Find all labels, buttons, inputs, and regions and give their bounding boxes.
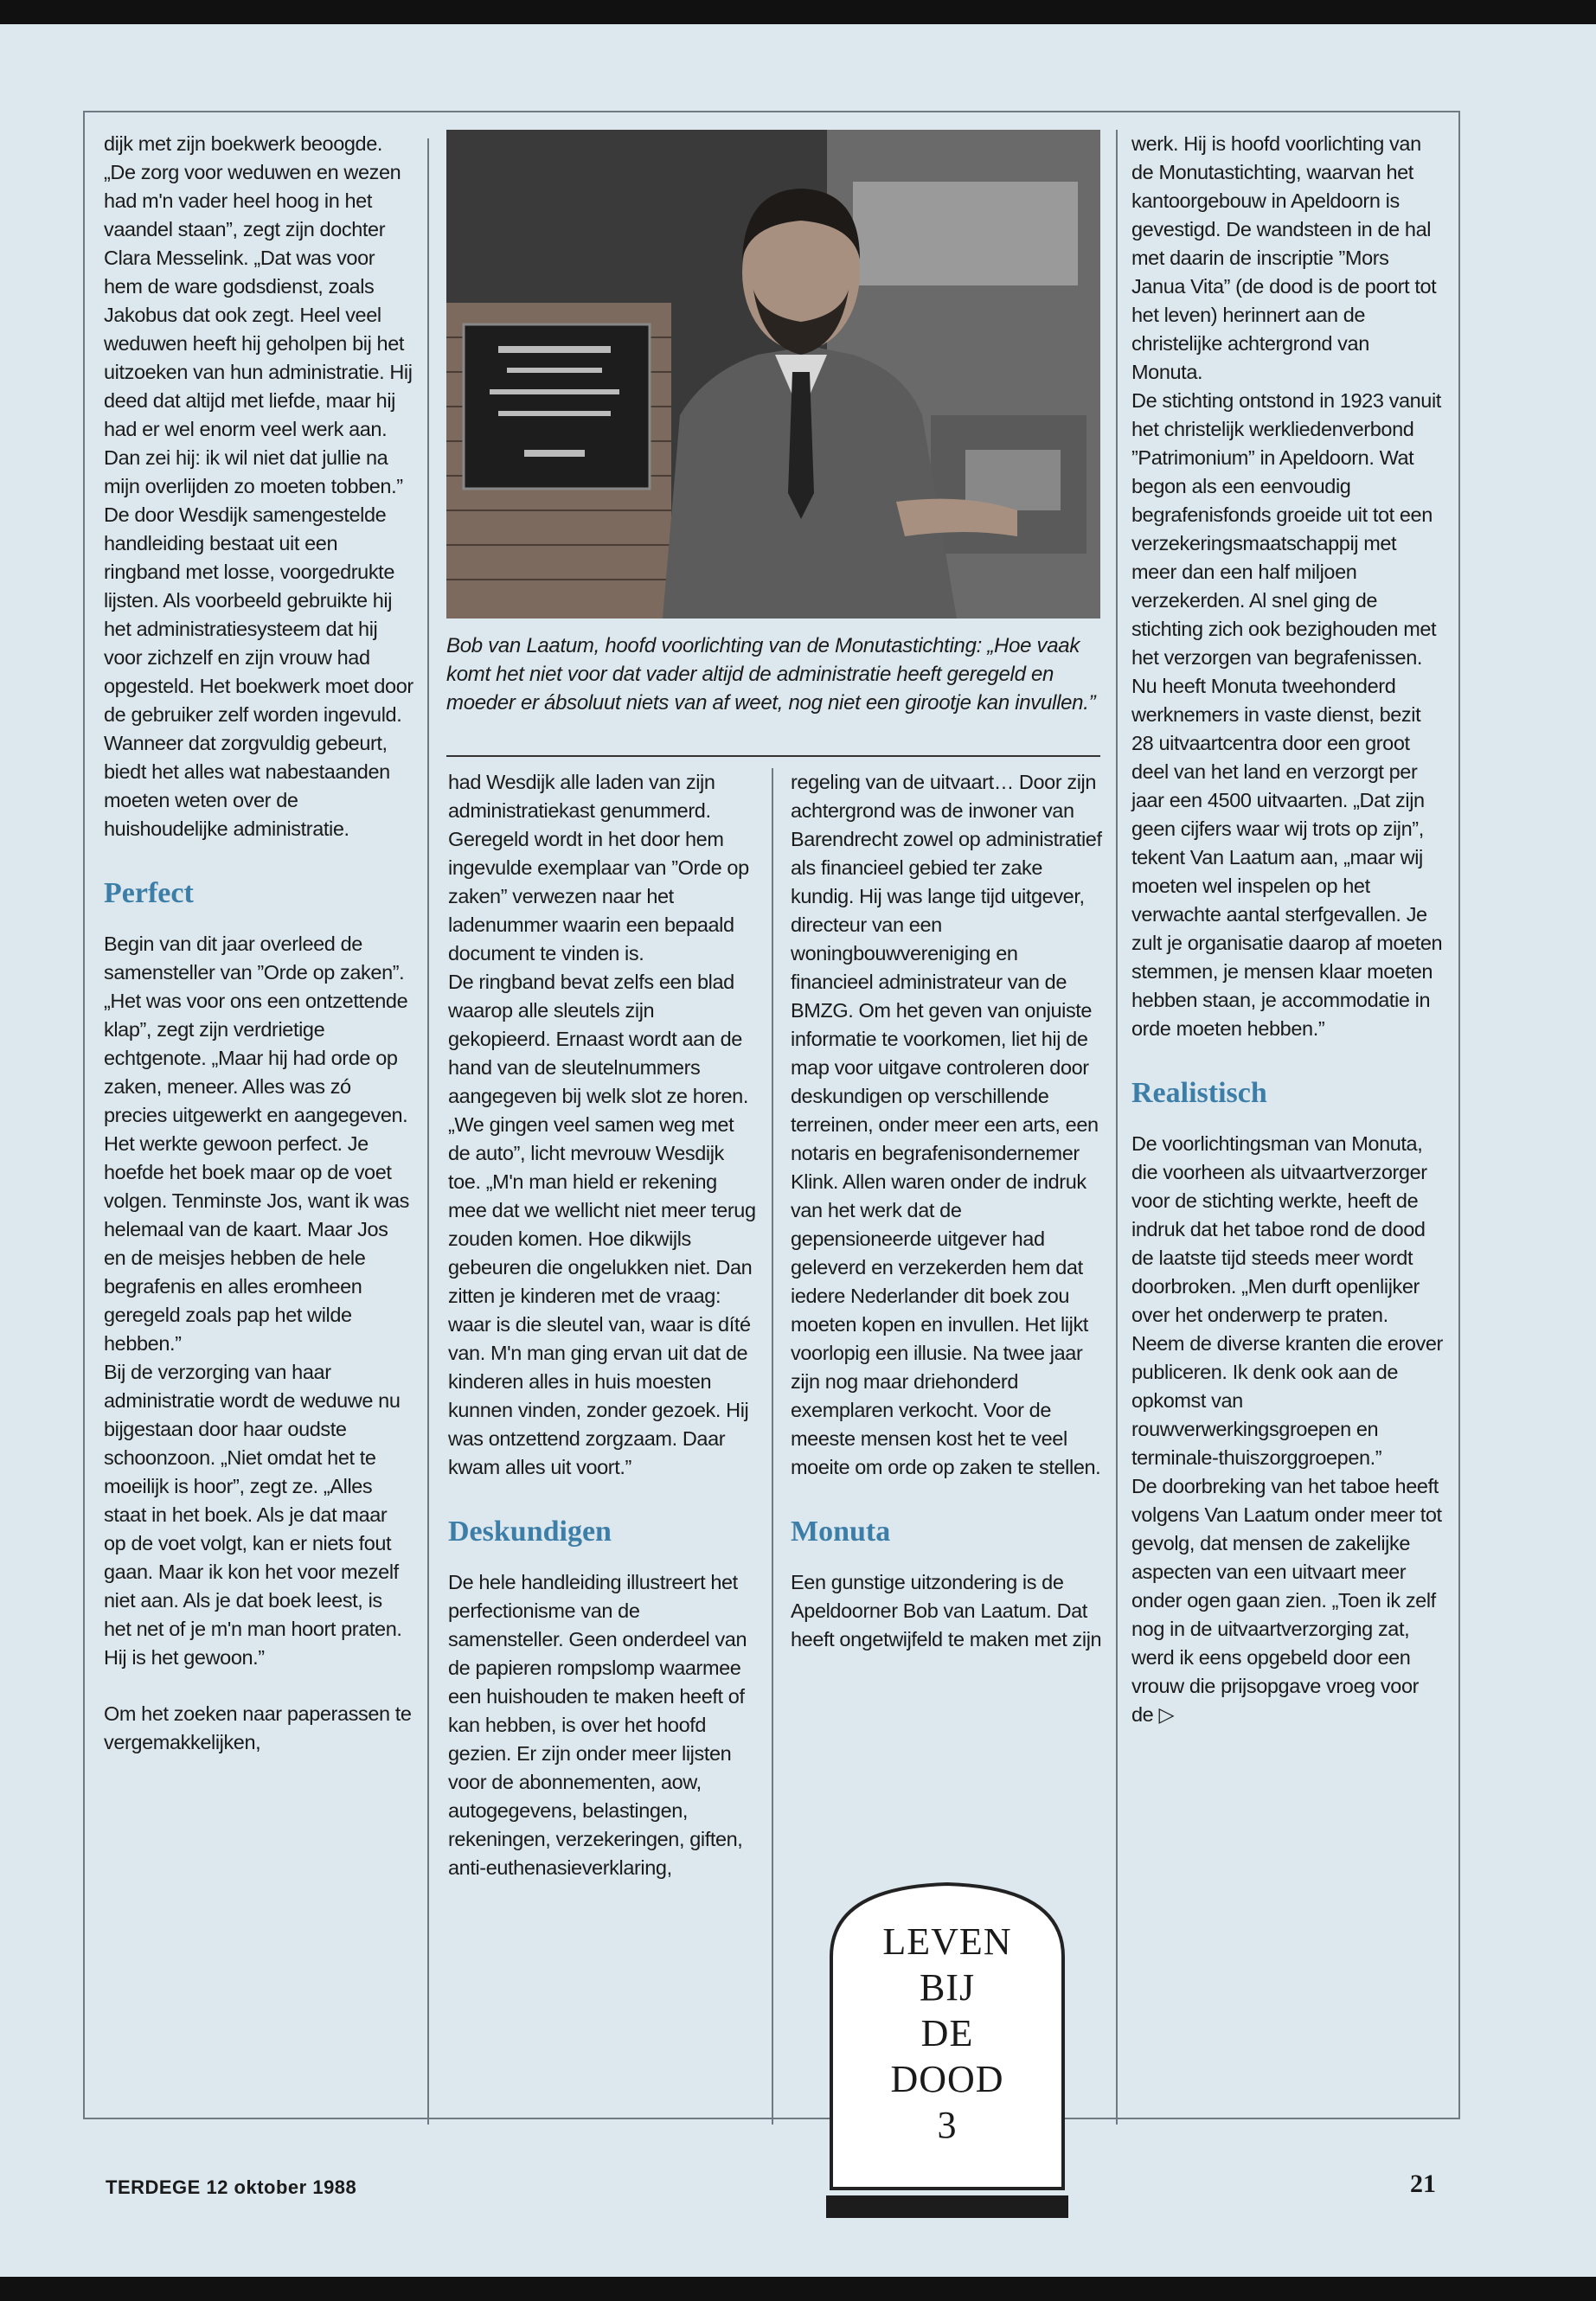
series-word: DOOD bbox=[890, 2058, 1004, 2100]
heading-perfect: Perfect bbox=[104, 877, 194, 909]
heading-realistisch: Realistisch bbox=[1131, 1077, 1267, 1109]
series-number: 3 bbox=[937, 2104, 958, 2146]
col1-paragraph: Om het zoeken naar paperassen te vergemakkelijken, bbox=[104, 1702, 412, 1753]
column-rule bbox=[772, 768, 773, 2125]
column-3 bbox=[791, 768, 1102, 1654]
col1-paragraph: Bij de verzorging van haar administratie wordt de weduwe nu bijgestaan door haar oudste schoonzoon. „Niet omdat het te moeilijk is hoor”, zegt ze. „Alles staat in het boek. Als je dat maar op de voet volgt, kan er niets fout gaan. Maar ik kon het voor mezelf niet aan. Als je dat boek leest, is het net of je m'n man hoort praten. Hij is het gewoon.” bbox=[104, 1361, 402, 1669]
heading-monuta: Monuta bbox=[791, 1516, 891, 1548]
series-word: LEVEN bbox=[882, 1920, 1012, 1963]
column-1 bbox=[104, 130, 413, 1757]
page-number: 21 bbox=[1410, 2170, 1436, 2198]
tombstone-base bbox=[826, 2195, 1068, 2218]
series-word: BIJ bbox=[919, 1966, 976, 2009]
magazine-issue: TERDEGE 12 oktober 1988 bbox=[106, 2176, 357, 2198]
photo-illustration bbox=[446, 130, 1100, 619]
col4-paragraph: werk. Hij is hoofd voorlichting van de Monutastichting, waarvan het kantoorgebouw in Apeldoorn is gevestigd. De wandsteen in de hal met daarin de inscriptie ”Mors Janua Vita” (de dood is de poort tot het leven) herinnert aan de christelijke achtergrond van Monuta. bbox=[1131, 132, 1437, 383]
column-rule bbox=[1116, 130, 1118, 2125]
col3-paragraph: regeling van de uitvaart… Door zijn achtergrond was de inwoner van Barendrecht zowel op administratief als financieel gebied ter zake kundig. Hij was lange tijd uitgever, directeur van een woningbouwvereniging en financieel administrateur van de BMZG. Om het geven van onjuiste informatie te voorkomen, liet hij de map voor uitgave controleren door deskundigen op verschillende terreinen, onder meer een arts, een notaris en begrafenisondernemer Klink. Allen waren onder de indruk van het werk dat de gepensioneerde uitgever had geleverd en verzekerden hem dat iedere Nederlander dit boek zou moeten kopen en invullen. Het lijkt voorlopig een illusie. Na twee jaar zijn nog maar driehonderd exemplaren verkocht. Voor de meeste mensen kost het te veel moeite om orde op zaken te stellen. bbox=[791, 771, 1102, 1478]
col1-paragraph: dijk met zijn boekwerk beoogde. bbox=[104, 132, 383, 155]
column-4 bbox=[1131, 130, 1443, 1729]
caption-rule bbox=[446, 755, 1100, 757]
col4-paragraph: De doorbreking van het taboe heeft volgens Van Laatum onder meer tot gevolg, dat mensen de zakelijke aspecten van een uitvaart meer onder ogen gaan zien. „Toen ik zelf nog in de uitvaartverzorging zat, werd ik eens opgebeld door een vrouw die prijsopgave vroeg voor de ▷ bbox=[1131, 1475, 1442, 1726]
col1-paragraph: De door Wesdijk samengestelde handleiding bestaat uit een ringband met losse, voorgedrukte lijsten. Als voorbeeld gebruikte hij het administratiesysteem dat hij voor zichzelf en zijn vrouw had opgesteld. Het boekwerk moet door de gebruiker zelf worden ingevuld. Wanneer dat zorgvuldig gebeurt, biedt het alles wat nabestaanden moeten weten over de huishoudelijke administratie. bbox=[104, 503, 413, 840]
column-rule bbox=[427, 138, 429, 2125]
col4-paragraph: Nu heeft Monuta tweehonderd werknemers in vaste dienst, bezit 28 uitvaartcentra door een groot deel van het land en verzorgt per jaar een 4500 uitvaarten. „Dat zijn geen cijfers waar wij trots op zijn”, tekent Van Laatum aan, „maar wij moeten wel inspelen op het verwachte aantal sterfgevallen. Je zult je organisatie daarop af moeten stemmen, je mensen klaar moeten hebben staan, je accommodatie in orde moeten hebben.” bbox=[1131, 675, 1443, 1040]
col2-paragraph: had Wesdijk alle laden van zijn administratiekast genummerd. Geregeld wordt in het door hem ingevulde exemplaar van ”Orde op zaken” verwezen naar het ladenummer waarin een bepaald document te vinden is. bbox=[448, 771, 749, 965]
col4-paragraph: De voorlichtingsman van Monuta, die voorheen als uitvaartverzorger voor de stichting werkte, heeft de indruk dat het taboe rond de dood de laatste tijd steeds meer wordt doorbroken. „Men durft openlijker over het onderwerp te praten. Neem de diverse kranten die erover publiceren. Ik denk ook aan de opkomst van rouwverwerkingsgroepen en terminale-thuiszorggroepen.” bbox=[1131, 1132, 1443, 1469]
col3-paragraph: Een gunstige uitzondering is de Apeldoorner Bob van Laatum. Dat heeft ongetwijfeld te maken met zijn bbox=[791, 1571, 1102, 1650]
col1-paragraph: „De zorg voor weduwen en wezen had m'n vader heel hoog in het vaandel staan”, zegt zijn dochter Clara Messelink. „Dat was voor hem de ware godsdienst, zoals Jakobus dat ook zegt. Heel veel weduwen heeft hij geholpen bij het uitzoeken van hun administratie. Hij deed dat altijd met liefde, maar hij had er wel enorm veel werk aan. Dan zei hij: ik wil niet dat jullie na mijn overlijden zo moeten tobben.” bbox=[104, 161, 413, 497]
col4-paragraph: De stichting ontstond in 1923 vanuit het christelijk werkliedenverbond ”Patrimonium” in Apeldoorn. Wat begon als een eenvoudig begrafenisfonds groeide uit tot een verzekeringsmaatschappij met meer dan een half miljoen verzekerden. Al snel ging de stichting zich ook bezighouden met het verzorgen van begrafenissen. bbox=[1131, 389, 1441, 669]
scan-top-border bbox=[0, 0, 1596, 24]
column-2 bbox=[448, 768, 758, 1882]
col2-paragraph: De hele handleiding illustreert het perfectionisme van de samensteller. Geen onderdeel van de papieren rompslomp waarmee een huishouden te maken heeft of kan hebben, is over het hoofd gezien. Er zijn onder meer lijsten voor de abonnementen, aow, autogegevens, belastingen, rekeningen, verzekeringen, giften, anti-euthenasieverklaring, bbox=[448, 1571, 747, 1879]
series-label bbox=[826, 1919, 1068, 2148]
portrait-photo bbox=[446, 130, 1100, 619]
col2-paragraph: De ringband bevat zelfs een blad waarop alle sleutels zijn gekopieerd. Ernaast wordt aan de hand van de sleutelnummers aangegeven bij welk slot ze horen. „We gingen veel samen weg met de auto”, licht mevrouw Wesdijk toe. „M'n man hield er rekening mee dat we wellicht niet meer terug zouden komen. Hoe dikwijls gebeuren die ongelukken niet. Dan zitten je kinderen met de vraag: waar is die sleutel van, waar is díté van. M'n man ging ervan uit dat de kinderen alles in huis moesten kunnen vinden, zonder gezoek. Hij was ontzettend zorgzaam. Daar kwam alles uit voort.” bbox=[448, 971, 756, 1478]
photo-caption: Bob van Laatum, hoofd voorlichting van de Monutastichting: „Hoe vaak komt het niet voor dat vader altijd de administratie heeft geregeld en moeder er ábsoluut niets van af weet, nog niet een girootje kan invullen.” bbox=[446, 634, 1096, 715]
heading-deskundigen: Deskundigen bbox=[448, 1516, 612, 1548]
scan-bottom-border bbox=[0, 2277, 1596, 2301]
col1-paragraph: Begin van dit jaar overleed de samensteller van ”Orde op zaken”. „Het was voor ons een ontzettende klap”, zegt zijn verdrietige echtgenote. „Maar hij had orde op zaken, meneer. Alles was zó precies uitgewerkt en aangegeven. Het werkte gewoon perfect. Je hoefde het boek maar op de voet volgen. Tenminste Jos, want ik was helemaal van de kaart. Maar Jos en de meisjes hebben de hele begrafenis en alles eromheen geregeld zoals pap het wilde hebben.” bbox=[104, 933, 410, 1355]
series-word: DE bbox=[920, 2012, 974, 2054]
